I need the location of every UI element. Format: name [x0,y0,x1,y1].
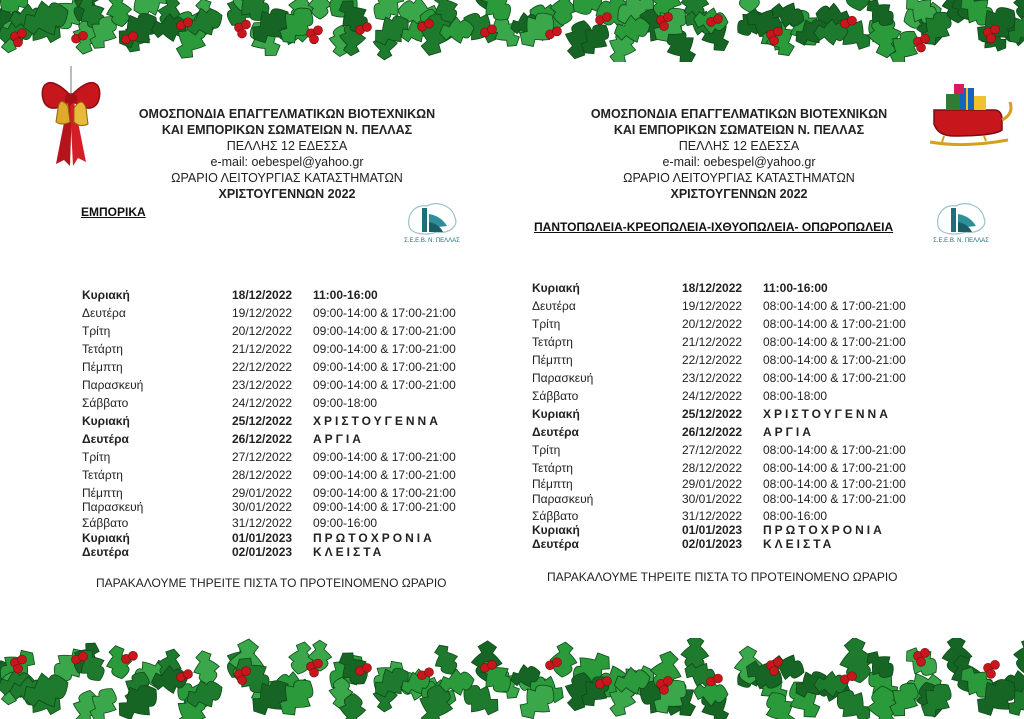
holly-berry [238,676,247,685]
holly-berry [425,668,434,677]
header-line-1: ΟΜΟΣΠΟΝΔΙΑ ΕΠΑΓΓΕΛΜΑΤΙΚΩΝ ΒΙΟΤΕΧΝΙΚΩΝ [590,107,888,121]
day-label: Κυριακή [82,288,130,302]
hours-label: 09:00-14:00 & 17:00-21:00 [313,324,456,338]
date-label: 24/12/2022 [682,389,743,403]
holly-leaf [103,643,134,681]
holly-berry [14,664,23,673]
holly-berry [242,667,251,676]
hours-label: ΠΡΩΤΟΧΡΟΝΙΑ [313,531,435,545]
hours-label: 09:00-14:00 & 17:00-21:00 [313,342,456,356]
day-label: Δευτέρα [532,299,576,313]
header-year: ΧΡΙΣΤΟΥΓΕΝΝΩΝ 2022 [218,187,356,201]
date-label: 20/12/2022 [682,317,743,331]
holly-berry [603,676,612,685]
holly-berry [987,669,996,678]
holly-berry [18,655,27,664]
day-label: Σάββατο [532,389,579,403]
day-label: Κυριακή [82,531,130,545]
hours-label: 08:00-14:00 & 17:00-21:00 [763,353,906,367]
date-label: 23/12/2022 [682,371,743,385]
hours-label: 09:00-14:00 & 17:00-21:00 [313,486,456,500]
date-label: 29/01/2022 [682,477,743,491]
day-label: Δευτέρα [82,432,129,446]
hours-label: 08:00-18:00 [763,389,828,403]
hours-label: 08:00-14:00 & 17:00-21:00 [763,335,906,349]
day-label: Τετάρτη [82,342,123,356]
hours-label: 09:00-14:00 & 17:00-21:00 [313,360,456,374]
santa-sleigh-icon [924,80,1014,150]
day-label: Πέμπτη [82,486,123,500]
date-label: 23/12/2022 [232,378,293,392]
holly-berry [363,663,372,672]
hours-label: 08:00-14:00 & 17:00-21:00 [763,299,906,313]
date-label: 24/12/2022 [232,396,293,410]
date-label: 01/01/2023 [232,531,293,545]
date-label: 27/12/2022 [232,450,293,464]
holly-berry [664,676,673,685]
holly-berry [917,657,926,666]
day-label: Τρίτη [82,450,111,464]
date-label: 22/12/2022 [682,353,743,367]
day-label: Δευτέρα [82,545,129,559]
day-label: Σάββατο [82,516,129,530]
day-label: Πέμπτη [532,477,573,491]
hours-label: 09:00-14:00 & 17:00-21:00 [313,306,456,320]
federation-logo-icon [932,196,990,246]
holly-berry [921,648,930,657]
section-title: ΠΑΝΤΟΠΩΛΕΙΑ-ΚΡΕΟΠΩΛΕΙΑ-ΙΧΘΥΟΠΩΛΕΙΑ- ΟΠΩΡΟΠΩΛΕΙΑ [534,220,894,234]
holly-berry [770,666,779,675]
hours-label: 09:00-14:00 & 17:00-21:00 [313,468,456,482]
date-label: 02/01/2023 [232,545,293,559]
holly-berry [310,668,319,677]
date-label: 29/01/2022 [232,486,293,500]
header-year: ΧΡΙΣΤΟΥΓΕΝΝΩΝ 2022 [670,187,808,201]
header-subtitle: ΩΡΑΡΙΟ ΛΕΙΤΟΥΡΓΙΑΣ ΚΑΤΑΣΤΗΜΑΤΩΝ [623,171,855,185]
day-label: Κυριακή [532,281,580,295]
hours-label: ΑΡΓΙΑ [763,425,814,439]
day-label: Σάββατο [532,509,579,523]
holly-berry [184,670,193,679]
hours-label: 09:00-14:00 & 17:00-21:00 [313,500,456,514]
day-label: Κυριακή [82,414,130,428]
holly-garland-bottom-icon [0,638,1024,719]
date-label: 02/01/2023 [682,537,743,551]
hours-label: 09:00-14:00 & 17:00-21:00 [313,450,456,464]
footer-note: ΠΑΡΑΚΑΛΟΥΜΕ ΤΗΡΕΙΤΕ ΠΙΣΤΑ ΤΟ ΠΡΟΤΕΙΝΟΜΕΝΟ ΩΡΑΡΙΟ [96,576,447,590]
header-email: e-mail: oebespel@yahoo.gr [210,155,364,169]
day-label: Τρίτη [532,317,561,331]
date-label: 19/12/2022 [232,306,293,320]
hours-label: 09:00-16:00 [313,516,378,530]
date-label: 01/01/2023 [682,523,743,537]
day-label: Παρασκευή [82,500,144,514]
date-label: 28/12/2022 [232,468,293,482]
day-label: Δευτέρα [532,537,579,551]
holly-berry [774,657,783,666]
date-label: 30/01/2022 [682,492,743,506]
header-subtitle: ΩΡΑΡΙΟ ΛΕΙΤΟΥΡΓΙΑΣ ΚΑΤΑΣΤΗΜΑΤΩΝ [171,171,403,185]
day-label: Παρασκευή [532,492,594,506]
holly-berry [714,674,723,683]
holly-berry [79,652,88,661]
day-label: Κυριακή [532,523,580,537]
day-label: Δευτέρα [82,306,126,320]
holly-berry [553,658,562,667]
header-address: ΠΕΛΛΗΣ 12 ΕΔΕΣΣΑ [678,139,800,153]
holly-berry [488,660,497,669]
day-label: Τετάρτη [532,335,573,349]
date-label: 21/12/2022 [232,342,293,356]
holly-leaf [1011,638,1024,675]
date-label: 20/12/2022 [232,324,293,338]
hours-label: 09:00-14:00 & 17:00-21:00 [313,378,456,392]
header-address: ΠΕΛΛΗΣ 12 ΕΔΕΣΣΑ [226,139,348,153]
hours-label: ΠΡΩΤΟΧΡΟΝΙΑ [763,523,885,537]
date-label: 19/12/2022 [682,299,743,313]
footer-note: ΠΑΡΑΚΑΛΟΥΜΕ ΤΗΡΕΙΤΕ ΠΙΣΤΑ ΤΟ ΠΡΟΤΕΙΝΟΜΕΝΟ ΩΡΑΡΙΟ [547,570,898,584]
day-label: Πέμπτη [82,360,123,374]
date-label: 25/12/2022 [682,407,743,421]
date-label: 26/12/2022 [232,432,293,446]
date-label: 18/12/2022 [232,288,293,302]
hours-label: 08:00-14:00 & 17:00-21:00 [763,317,906,331]
holly-berry [314,659,323,668]
date-label: 30/01/2022 [232,500,293,514]
day-label: Σάββατο [82,396,129,410]
day-label: Δευτέρα [532,425,579,439]
date-label: 27/12/2022 [682,443,743,457]
date-label: 31/12/2022 [682,509,743,523]
date-label: 31/12/2022 [232,516,293,530]
hours-label: 08:00-14:00 & 17:00-21:00 [763,371,906,385]
day-label: Παρασκευή [532,371,594,385]
hours-label: ΚΛΕΙΣΤΑ [313,545,385,559]
day-label: Τετάρτη [532,461,573,475]
day-label: Τρίτη [82,324,111,338]
hours-label: 08:00-14:00 & 17:00-21:00 [763,477,906,491]
day-label: Τετάρτη [82,468,123,482]
hours-label: 08:00-14:00 & 17:00-21:00 [763,461,906,475]
right-flyer [512,0,1024,719]
holly-berry [660,685,669,694]
hours-label: 08:00-16:00 [763,509,828,523]
hours-label: 09:00-18:00 [313,396,378,410]
federation-logo [932,196,990,246]
header-line-2: ΚΑΙ ΕΜΠΟΡΙΚΩΝ ΣΩΜΑΤΕΙΩΝ Ν. ΠΕΛΛΑΣ [613,123,865,137]
federation-header [562,106,916,202]
hours-label: 11:00-16:00 [763,281,828,295]
hours-label: ΧΡΙΣΤΟΥΓΕΝΝΑ [313,414,441,428]
holly-berry [991,660,1000,669]
hours-label: 11:00-16:00 [313,288,378,302]
federation-logo [403,196,461,246]
hours-label: ΑΡΓΙΑ [313,432,364,446]
header-line-1: ΟΜΟΣΠΟΝΔΙΑ ΕΠΑΓΓΕΛΜΑΤΙΚΩΝ ΒΙΟΤΕΧΝΙΚΩΝ [138,107,436,121]
christmas-bow-bells-icon [38,66,104,170]
federation-logo-icon [403,196,461,246]
date-label: 26/12/2022 [682,425,743,439]
logo-caption: Σ.Ε.Ε.Β. Ν. ΠΕΛΛΑΣ [404,238,460,244]
holly-garland-bottom [0,638,1024,719]
header-line-2: ΚΑΙ ΕΜΠΟΡΙΚΩΝ ΣΩΜΑΤΕΙΩΝ Ν. ΠΕΛΛΑΣ [161,123,413,137]
day-label: Τρίτη [532,443,561,457]
hours-label: 08:00-14:00 & 17:00-21:00 [763,443,906,457]
hours-label: ΚΛΕΙΣΤΑ [763,537,835,551]
holly-berry [848,672,857,681]
hours-label: 08:00-14:00 & 17:00-21:00 [763,492,906,506]
day-label: Πέμπτη [532,353,573,367]
section-title: ΕΜΠΟΡΙΚΑ [81,205,146,219]
date-label: 25/12/2022 [232,414,293,428]
date-label: 22/12/2022 [232,360,293,374]
holly-leaf [190,648,223,687]
date-label: 28/12/2022 [682,461,743,475]
holly-berry [129,651,138,660]
date-label: 18/12/2022 [682,281,743,295]
date-label: 21/12/2022 [682,335,743,349]
logo-caption: Σ.Ε.Ε.Β. Ν. ΠΕΛΛΑΣ [933,238,989,244]
day-label: Κυριακή [532,407,580,421]
header-email: e-mail: oebespel@yahoo.gr [662,155,816,169]
hours-label: ΧΡΙΣΤΟΥΓΕΝΝΑ [763,407,891,421]
day-label: Παρασκευή [82,378,144,392]
federation-header [110,106,464,202]
